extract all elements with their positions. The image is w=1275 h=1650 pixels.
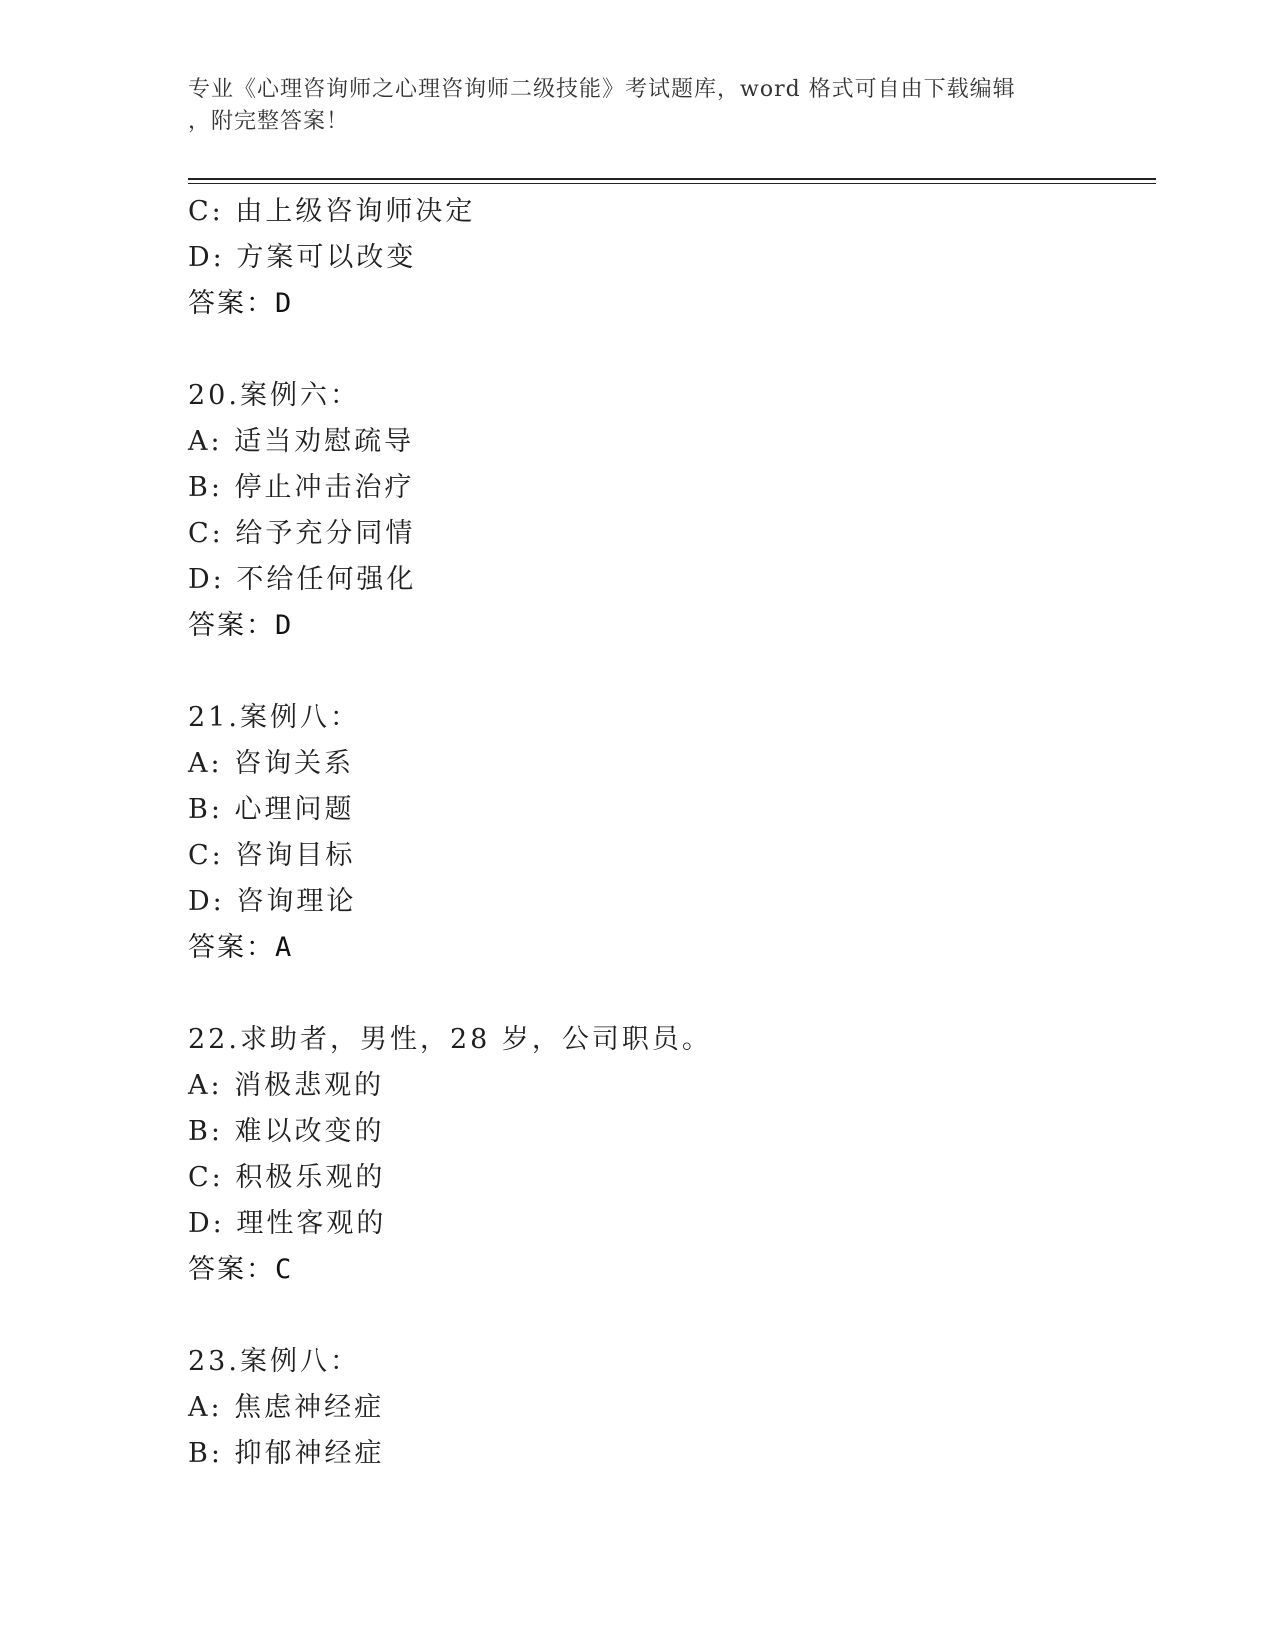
question-stem: 23.案例八： [188,1346,360,1377]
option-b: B: 抑郁神经症 [188,1438,385,1469]
question-stem: 20.案例六： [188,380,360,411]
question-stem: 21.案例八： [188,702,360,733]
option-b: B: 心理问题 [188,794,355,825]
option-d: D: 咨询理论 [188,886,357,917]
option-c: C: 咨询目标 [188,840,356,871]
option-b: B: 停止冲击治疗 [188,472,415,503]
spacer [188,649,1156,695]
option-a: A: 焦虑神经症 [188,1392,385,1423]
option-b: B: 难以改变的 [188,1116,385,1147]
option-d: D: 理性客观的 [188,1208,387,1239]
header-divider-thick [188,178,1156,180]
question-stem: 22.求助者，男性，28 岁，公司职员。 [188,1024,712,1055]
option-d: D: 方案可以改变 [188,242,417,273]
header-title-line-2: ，附完整答案！ [188,109,350,134]
question-22 [188,1017,1156,1293]
spacer [188,327,1156,373]
option-a: A: 消极悲观的 [188,1070,385,1101]
answer-line: 答案：C [188,1254,294,1285]
question-20 [188,373,1156,649]
option-d: D: 不给任何强化 [188,564,417,595]
option-c: C: 给予充分同情 [188,518,416,549]
header-divider-thin [188,183,1156,184]
option-a: A: 咨询关系 [188,748,355,779]
option-a: A: 适当劝慰疏导 [188,426,415,457]
question-list [188,189,1156,1477]
spacer [188,1293,1156,1339]
answer-line: 答案：D [188,610,294,641]
spacer [188,971,1156,1017]
question-23 [188,1339,1156,1477]
document-header [188,74,1088,138]
option-c: C: 由上级咨询师决定 [188,196,476,227]
question-21 [188,695,1156,971]
header-title-line-1: 专业《心理咨询师之心理咨询师二级技能》考试题库，word 格式可自由下载编辑 [188,77,1016,102]
answer-line: 答案：A [188,932,294,963]
option-c: C: 积极乐观的 [188,1162,386,1193]
answer-line: 答案：D [188,288,294,319]
continued-question [188,189,1156,327]
